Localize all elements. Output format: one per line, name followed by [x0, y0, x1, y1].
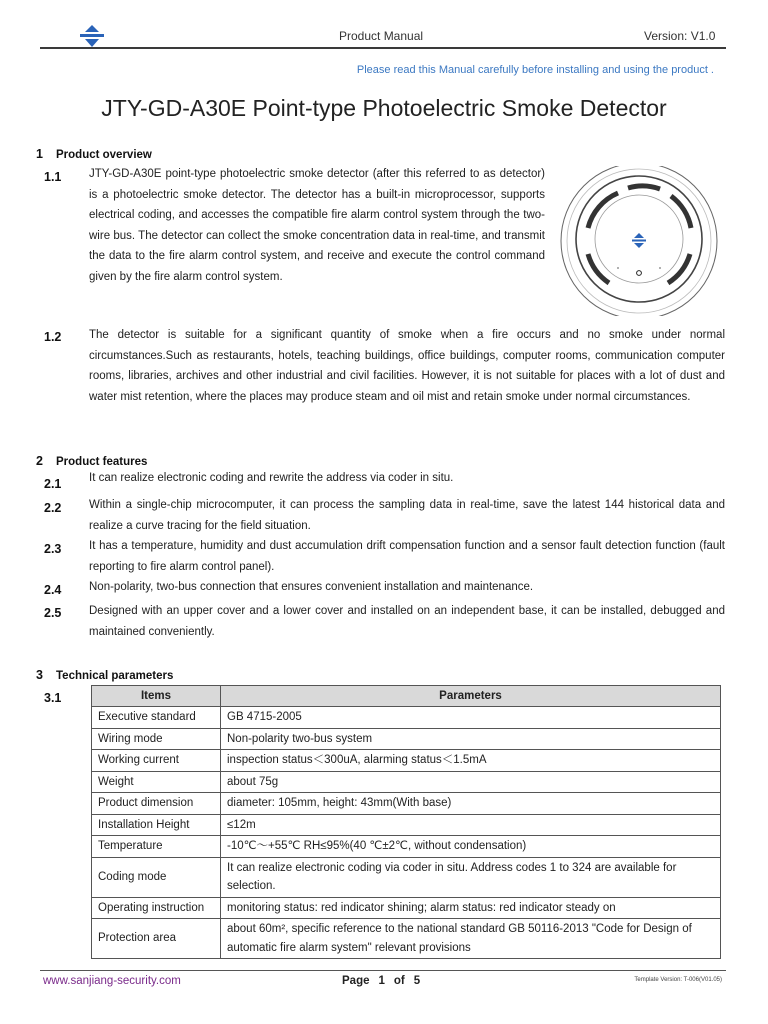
- page-current: 1: [378, 975, 385, 987]
- column-header-parameters: Parameters: [221, 686, 721, 707]
- section-title: Product overview: [56, 149, 152, 161]
- template-version: Template Version: T-006(V01.05): [634, 977, 722, 983]
- table-header-row: [92, 686, 721, 707]
- page-of: of: [393, 975, 405, 987]
- page-total: 5: [413, 975, 421, 987]
- table-cell-value: It can realize electronic coding via coder in situ. Address codes 1 to 324 are available for selection.: [221, 857, 721, 897]
- table-row: [92, 707, 721, 729]
- page-label: Page: [342, 975, 370, 987]
- table-row: [92, 857, 721, 897]
- document-title: JTY-GD-A30E Point-type Photoelectric Smoke Detector: [101, 95, 667, 121]
- table-cell-value: monitoring status: red indicator shining; alarm status: red indicator steady on: [221, 897, 721, 919]
- table-cell-value: Non-polarity two-bus system: [221, 728, 721, 750]
- table-cell-item: Weight: [92, 771, 221, 793]
- paragraph-2-4: Non-polarity, two-bus connection that ensures convenient installation and maintenance.: [89, 581, 534, 593]
- paragraph-1-2: The detector is suitable for a significant quantity of smoke when a fire occurs and no smoke under normal circumstances.Such as restaurants, hotels, teaching buildings, office buildings, computer rooms, communication computer rooms, libraries, archives and other industrial and civil facilities. However, it is not suitable for places with a lot of dust and water mist retention, where the places may produce steam and oil mist and retain smoke under normal circumstances.: [89, 329, 725, 403]
- section-number: 1: [36, 147, 43, 161]
- page-indicator: [342, 975, 429, 987]
- table-cell-item: Operating instruction: [92, 897, 221, 919]
- table-row: [92, 897, 721, 919]
- table-cell-item: Wiring mode: [92, 728, 221, 750]
- table-row: [92, 793, 721, 815]
- item-number: 2.2: [44, 501, 62, 515]
- item-number: 2.5: [44, 606, 62, 620]
- paragraph-1-1: JTY-GD-A30E point-type photoelectric smoke detector (after this referred to as detector) is a photoelectric smoke detector. The detector has a built-in microprocessor, supports electrical coding, and accesses the compatible fire alarm control system through the two-wire bus. The detector can collect the smoke concentration data in real-time, and transmit the data to the fire alarm control system, and receive and execute the control command given by the fire alarm control system.: [89, 168, 545, 283]
- table-cell-value: GB 4715-2005: [221, 707, 721, 729]
- table-row: [92, 771, 721, 793]
- header-notice: Please read this Manual carefully before installing and using the product .: [356, 64, 714, 76]
- table-row: [92, 728, 721, 750]
- table-cell-value: about 75g: [221, 771, 721, 793]
- section-title: Technical parameters: [56, 670, 174, 682]
- header-title: Product Manual: [339, 29, 424, 43]
- technical-parameters-table: [91, 685, 721, 959]
- company-logo-icon: [79, 24, 105, 48]
- table-cell-value: ≤12m: [221, 814, 721, 836]
- paragraph-2-3: It has a temperature, humidity and dust accumulation drift compensation function and a sensor fault detection function (fault reporting to fire alarm control panel).: [89, 540, 725, 573]
- item-number: 1.2: [44, 330, 62, 344]
- table-cell-item: Working current: [92, 750, 221, 772]
- table-cell-item: Coding mode: [92, 857, 221, 897]
- section-heading-features: [36, 454, 147, 468]
- section-heading-technical: [36, 668, 173, 682]
- paragraph-2-2: Within a single-chip microcomputer, it can process the sampling data in real-time, save the latest 144 historical data and realize a curve tracing for the field situation.: [89, 499, 725, 532]
- item-number: 2.4: [44, 583, 62, 597]
- paragraph-2-5: Designed with an upper cover and a lower cover and installed on an independent base, it can be installed, debugged and maintained conveniently.: [89, 605, 725, 638]
- table-cell-item: Installation Height: [92, 814, 221, 836]
- section-title: Product features: [56, 456, 148, 468]
- table-cell-item: Executive standard: [92, 707, 221, 729]
- header-divider: [40, 47, 726, 49]
- paragraph-2-1: It can realize electronic coding and rewrite the address via coder in situ.: [89, 472, 454, 484]
- item-number: 1.1: [44, 170, 62, 184]
- table-row: [92, 814, 721, 836]
- footer-website-link[interactable]: www.sanjiang-security.com: [43, 975, 181, 987]
- section-number: 3: [36, 668, 43, 682]
- column-header-items: Items: [92, 686, 221, 707]
- item-number: 3.1: [44, 691, 62, 705]
- smoke-detector-illustration: [558, 166, 720, 316]
- section-heading-overview: [36, 147, 152, 161]
- table-cell-value: inspection status＜300uA, alarming status＜1.5mA: [221, 750, 721, 772]
- table-cell-item: Temperature: [92, 836, 221, 858]
- table-cell-value: about 60m², specific reference to the national standard GB 50116-2013 "Code for Design of automatic fire alarm system" relevant provisions: [221, 919, 721, 959]
- item-number: 2.3: [44, 542, 62, 556]
- table-cell-item: Product dimension: [92, 793, 221, 815]
- section-number: 2: [36, 454, 43, 468]
- table-row: [92, 836, 721, 858]
- table-row: [92, 750, 721, 772]
- table-cell-value: diameter: 105mm, height: 43mm(With base): [221, 793, 721, 815]
- table-cell-value: -10℃～+55℃ RH≤95%(40 ℃±2℃, without condensation): [221, 836, 721, 858]
- item-number: 2.1: [44, 477, 62, 491]
- table-row: [92, 919, 721, 959]
- footer-divider: [40, 970, 726, 971]
- header-version: Version: V1.0: [644, 29, 716, 43]
- table-cell-item: Protection area: [92, 919, 221, 959]
